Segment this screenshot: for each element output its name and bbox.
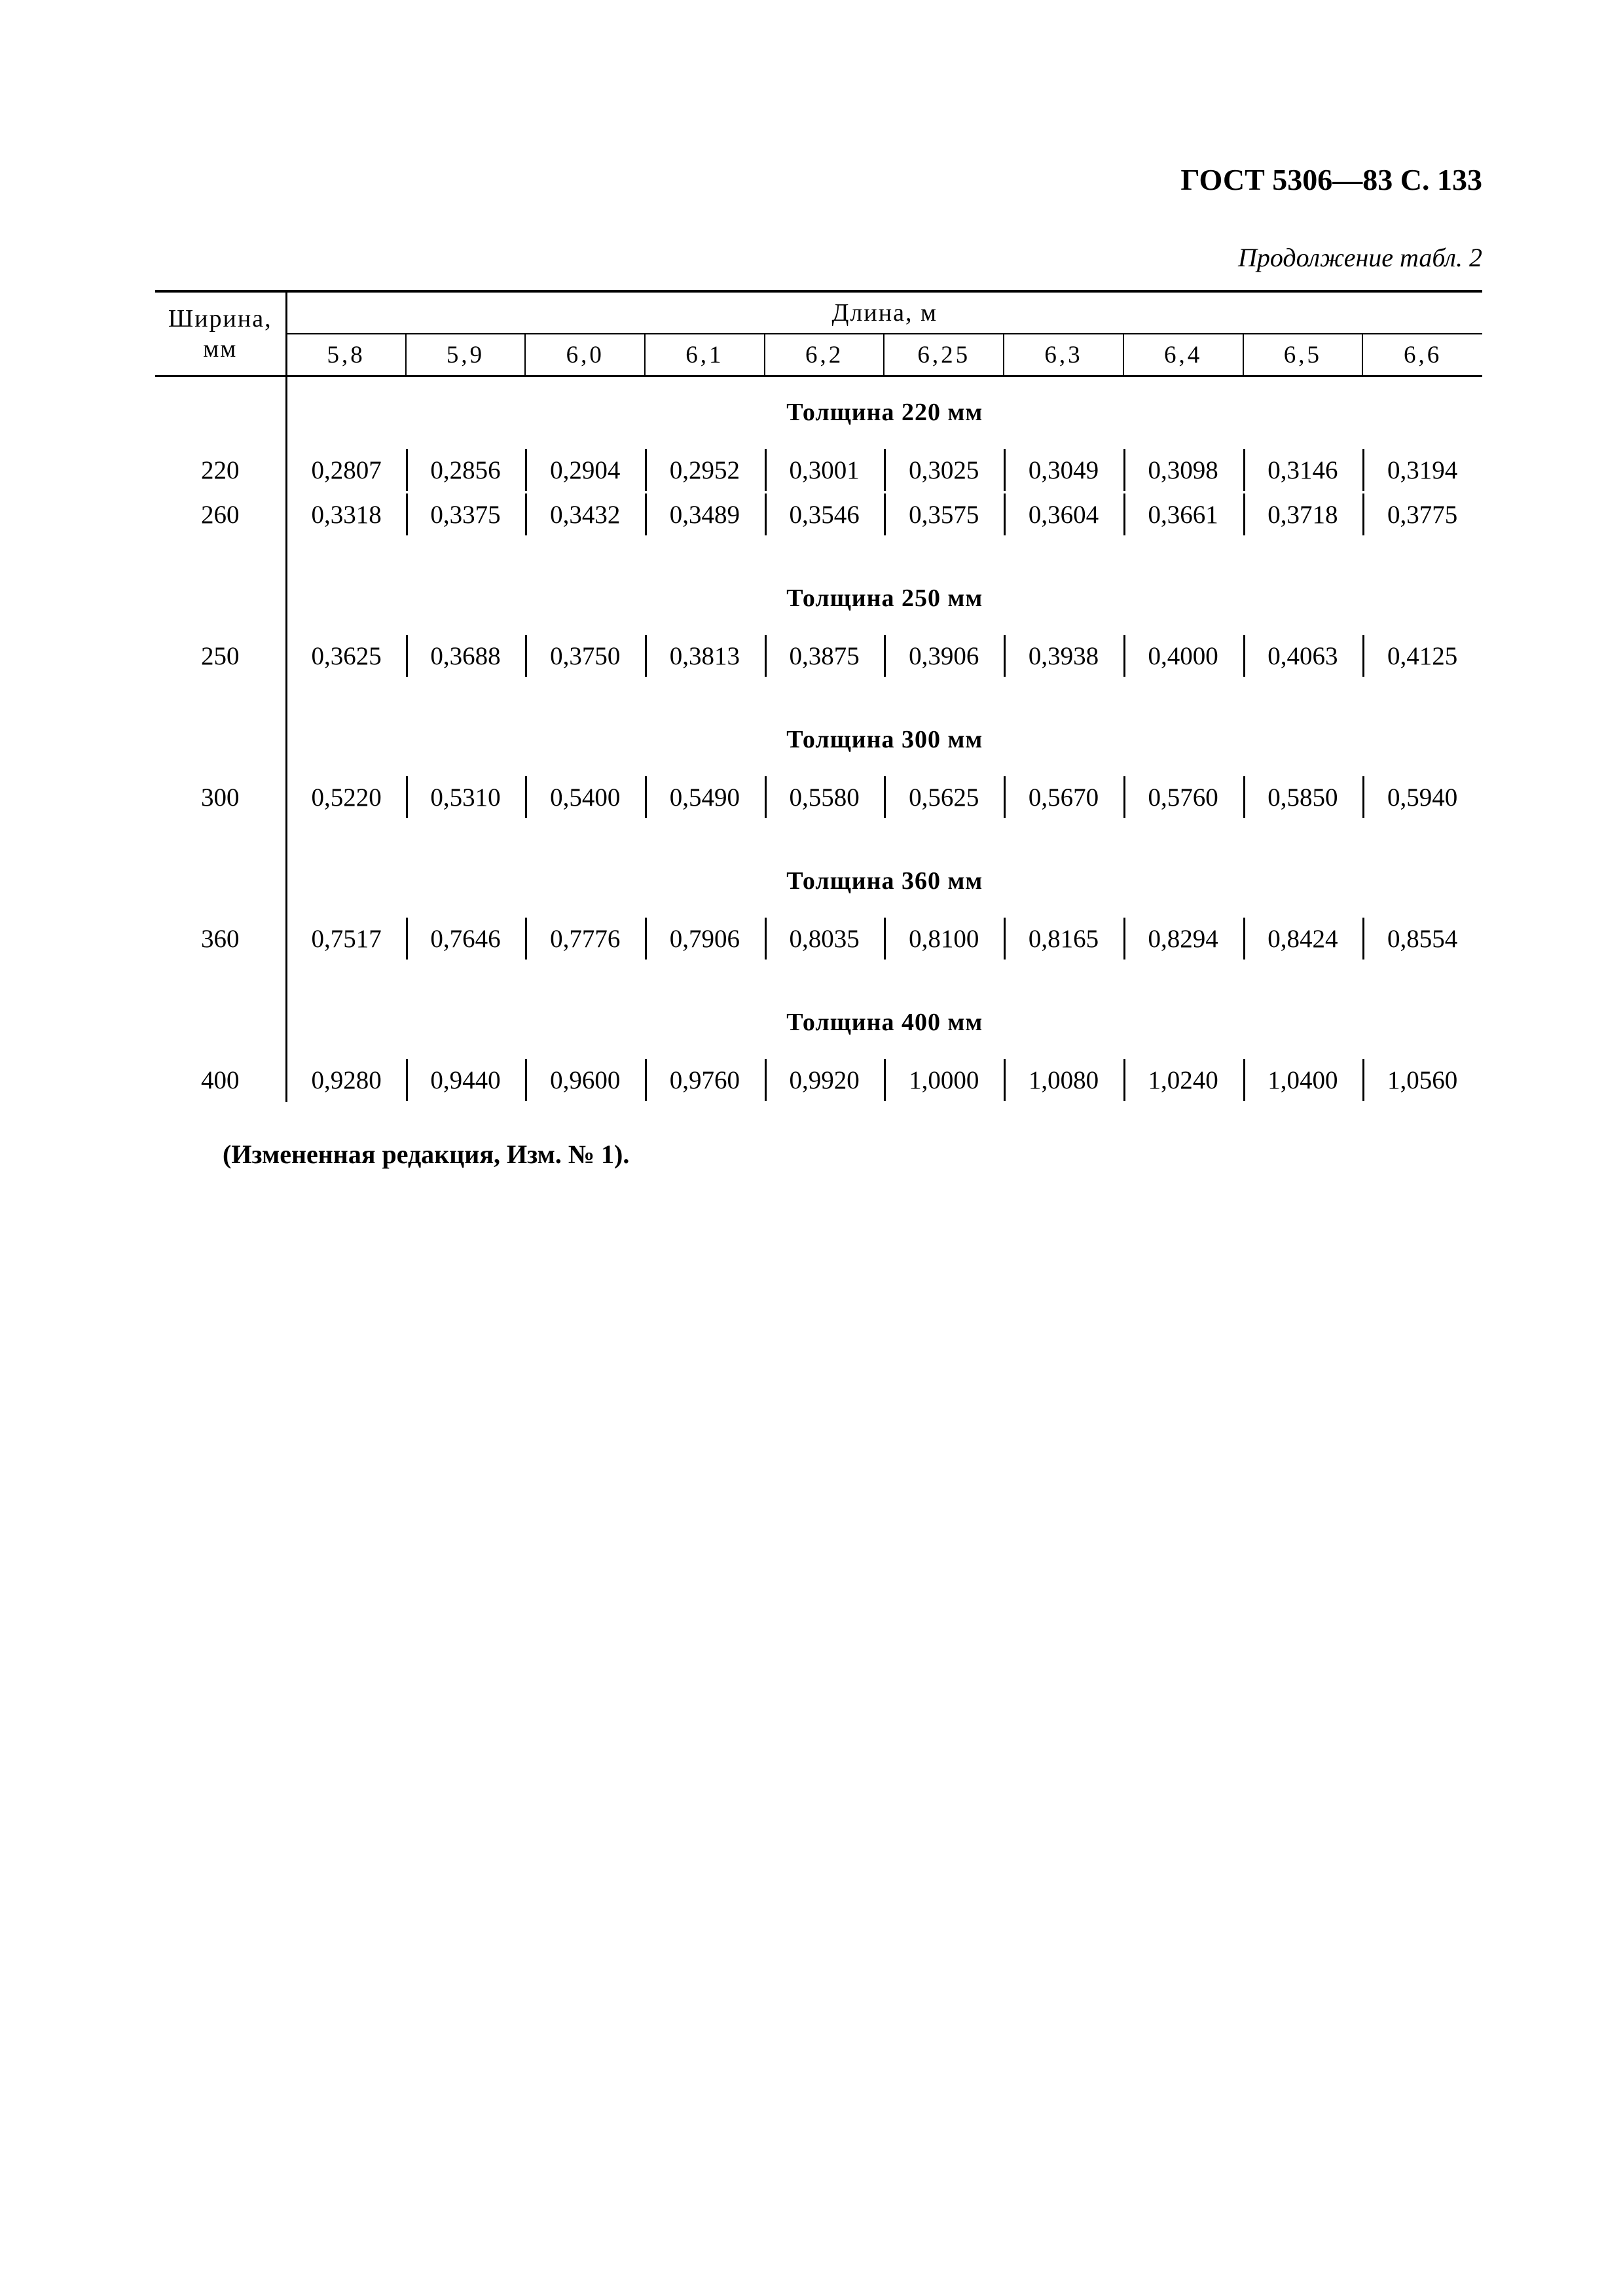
table-cell: 0,3718 <box>1243 492 1363 537</box>
table-cell: 0,2904 <box>525 448 645 492</box>
data-table-container <box>155 290 1482 1102</box>
table-cell: 0,3432 <box>525 492 645 537</box>
table-cell: 0,8100 <box>884 916 1004 961</box>
table-cell: 0,3375 <box>406 492 526 537</box>
section-title-row <box>155 846 1482 916</box>
table-cell: 0,3604 <box>1004 492 1123 537</box>
table-cell: 0,3875 <box>765 634 884 678</box>
gap-label <box>155 537 286 563</box>
row-label-empty <box>155 704 286 775</box>
row-label-empty <box>155 376 286 448</box>
table-cell: 0,3775 <box>1362 492 1482 537</box>
table-cell: 1,0560 <box>1362 1058 1482 1102</box>
table-cell: 0,8424 <box>1243 916 1363 961</box>
table-row <box>155 916 1482 961</box>
table-cell: 0,3001 <box>765 448 884 492</box>
page-header: ГОСТ 5306—83 С. 133 <box>1180 163 1482 196</box>
section-title-row <box>155 376 1482 448</box>
table-cell: 0,3098 <box>1123 448 1243 492</box>
table-cell: 0,3906 <box>884 634 1004 678</box>
amendment-note: (Измененная редакция, Изм. № 1). <box>223 1139 630 1169</box>
length-column-header: 6,3 <box>1004 334 1123 376</box>
table-cell: 0,8035 <box>765 916 884 961</box>
length-column-header: 6,4 <box>1123 334 1243 376</box>
length-columns-row <box>155 334 1482 376</box>
table-cell: 0,8294 <box>1123 916 1243 961</box>
gap-label <box>155 819 286 846</box>
length-column-header: 6,0 <box>525 334 645 376</box>
table-cell: 0,9760 <box>645 1058 765 1102</box>
section-title: Толщина 250 мм <box>786 584 983 612</box>
table-cell: 1,0240 <box>1123 1058 1243 1102</box>
table-row <box>155 448 1482 492</box>
gap-label <box>155 678 286 704</box>
gap-fill <box>286 678 1482 704</box>
table-cell: 0,3750 <box>525 634 645 678</box>
table-cell: 0,7906 <box>645 916 765 961</box>
table-row <box>155 634 1482 678</box>
section-gap <box>155 537 1482 563</box>
row-width-label: 250 <box>155 634 286 678</box>
table-cell: 0,9280 <box>311 1066 382 1094</box>
table-cell: 0,3489 <box>645 492 765 537</box>
row-label-empty <box>155 987 286 1058</box>
gap-fill <box>286 537 1482 563</box>
table-cell: 0,5580 <box>765 775 884 819</box>
table-cell: 0,5625 <box>884 775 1004 819</box>
table-cell: 0,5670 <box>1004 775 1123 819</box>
section-gap <box>155 961 1482 987</box>
table-cell: 0,3318 <box>311 500 382 529</box>
table-cell: 0,5310 <box>406 775 526 819</box>
gap-fill <box>286 961 1482 987</box>
table-cell: 0,3194 <box>1362 448 1482 492</box>
row-label-empty <box>155 563 286 634</box>
section-title-row <box>155 987 1482 1058</box>
table-cell: 0,3049 <box>1004 448 1123 492</box>
table-cell: 0,5400 <box>525 775 645 819</box>
table-cell: 0,7646 <box>406 916 526 961</box>
table-cell: 0,5490 <box>645 775 765 819</box>
table-cell: 0,5760 <box>1123 775 1243 819</box>
length-column-header: 5,8 <box>286 334 406 376</box>
table-cell: 0,5850 <box>1243 775 1363 819</box>
table-cell: 0,7776 <box>525 916 645 961</box>
length-group-header: Длина, м <box>286 291 1482 334</box>
table-cell: 0,3146 <box>1243 448 1363 492</box>
table-continuation-note: Продолжение табл. 2 <box>1237 243 1482 272</box>
table-cell: 0,3688 <box>406 634 526 678</box>
table-cell: 0,3813 <box>645 634 765 678</box>
gap-fill <box>286 819 1482 846</box>
length-column-header: 6,5 <box>1243 334 1363 376</box>
table-cell: 0,5940 <box>1362 775 1482 819</box>
table-cell: 0,5220 <box>311 783 382 812</box>
gap-label <box>155 961 286 987</box>
table-cell: 0,4000 <box>1123 634 1243 678</box>
table-cell: 0,3575 <box>884 492 1004 537</box>
table-cell: 1,0000 <box>884 1058 1004 1102</box>
section-title: Толщина 360 мм <box>786 867 983 895</box>
table-cell: 0,3546 <box>765 492 884 537</box>
row-width-label: 360 <box>155 916 286 961</box>
width-column-header: Ширина, мм <box>155 291 286 376</box>
table-cell: 0,9600 <box>525 1058 645 1102</box>
table-cell: 0,3938 <box>1004 634 1123 678</box>
length-column-header: 6,2 <box>765 334 884 376</box>
section-title: Толщина 300 мм <box>786 726 983 753</box>
table-cell: 0,8554 <box>1362 916 1482 961</box>
table-cell: 0,2856 <box>406 448 526 492</box>
table-header <box>155 291 1482 376</box>
table-row <box>155 1058 1482 1102</box>
table-cell: 1,0400 <box>1243 1058 1363 1102</box>
row-label-empty <box>155 846 286 916</box>
row-width-label: 400 <box>155 1058 286 1102</box>
section-title-row <box>155 704 1482 775</box>
table-cell: 0,4125 <box>1362 634 1482 678</box>
table-cell: 0,9920 <box>765 1058 884 1102</box>
table-cell: 0,8165 <box>1004 916 1123 961</box>
length-column-header: 6,25 <box>884 334 1004 376</box>
table-cell: 0,4063 <box>1243 634 1363 678</box>
section-gap <box>155 819 1482 846</box>
row-width-label: 260 <box>155 492 286 537</box>
table-cell: 0,2807 <box>311 456 382 484</box>
section-title: Толщина 400 мм <box>786 1009 983 1036</box>
table-cell: 0,2952 <box>645 448 765 492</box>
table-cell: 0,7517 <box>311 924 382 953</box>
section-title-row <box>155 563 1482 634</box>
table-cell: 0,3025 <box>884 448 1004 492</box>
table-row <box>155 775 1482 819</box>
length-column-header: 6,6 <box>1362 334 1482 376</box>
table-row <box>155 492 1482 537</box>
table-cell: 0,3661 <box>1123 492 1243 537</box>
length-column-header: 6,1 <box>645 334 765 376</box>
table-body <box>155 376 1482 1103</box>
table-cell: 1,0080 <box>1004 1058 1123 1102</box>
table-cell: 0,3625 <box>311 641 382 670</box>
data-table <box>155 290 1482 1102</box>
table-cell: 0,9440 <box>406 1058 526 1102</box>
row-width-label: 300 <box>155 775 286 819</box>
length-column-header: 5,9 <box>406 334 526 376</box>
section-title: Толщина 220 мм <box>786 399 983 426</box>
row-width-label: 220 <box>155 448 286 492</box>
section-gap <box>155 678 1482 704</box>
